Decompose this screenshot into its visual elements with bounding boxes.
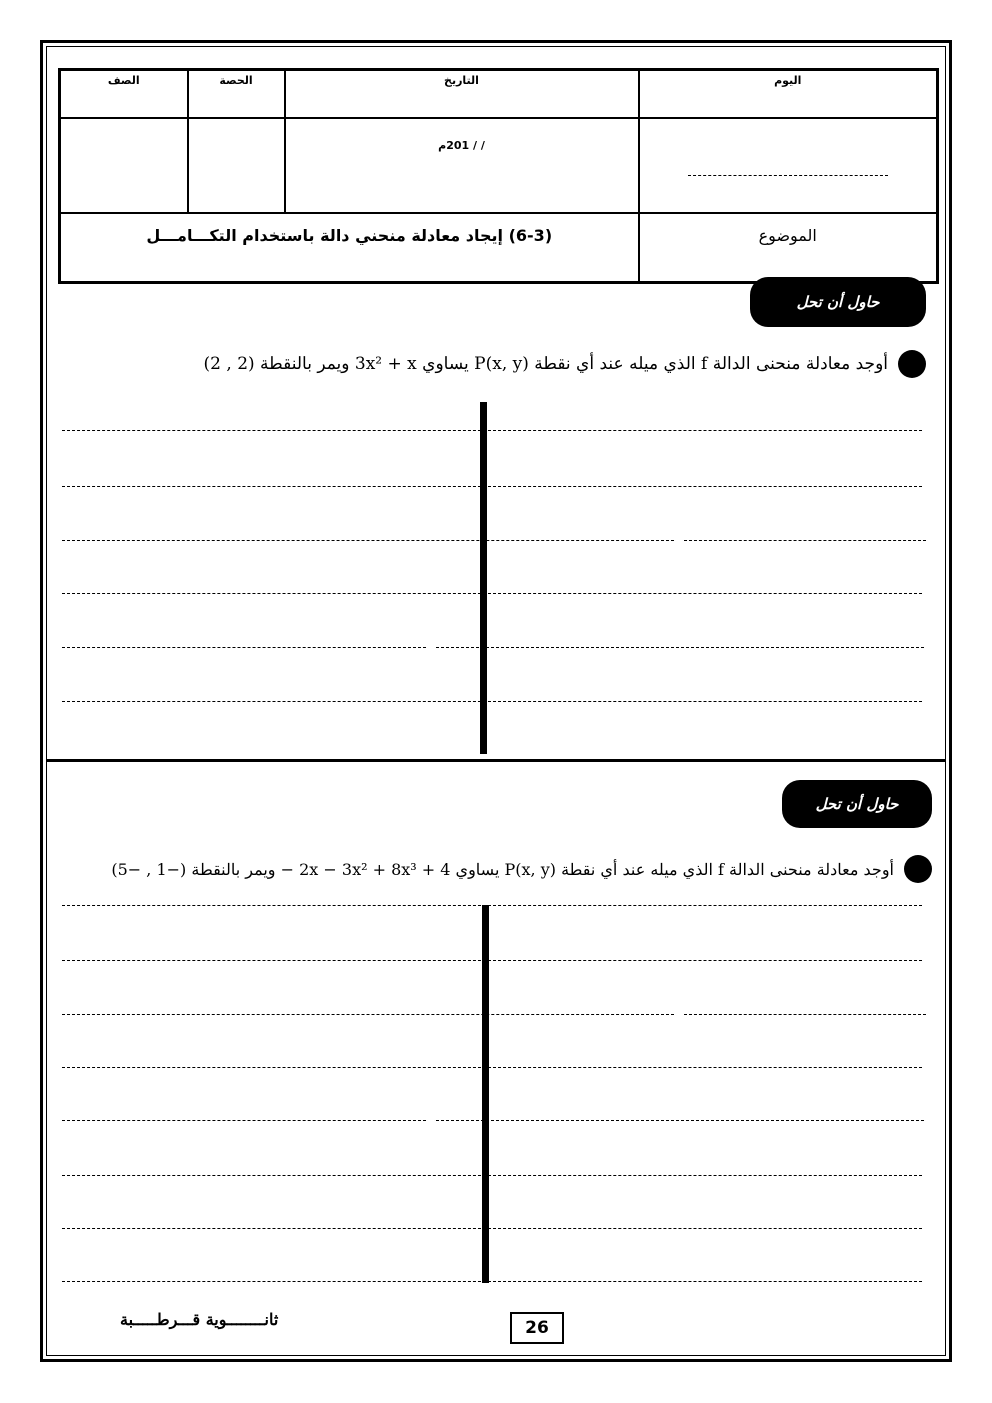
question-1 — [204, 350, 927, 378]
subject-value: (6-3) إيجاد معادلة منحني دالة باستخدام التكـــامـــل — [60, 213, 639, 283]
answer-line — [684, 1014, 926, 1015]
answer-line — [62, 540, 674, 541]
day-cell[interactable] — [639, 118, 938, 213]
answer-line — [62, 486, 922, 487]
date-cell[interactable] — [285, 118, 639, 213]
try-badge-1: حاول أن تحل — [750, 277, 926, 327]
answer-line — [684, 540, 926, 541]
header-table — [58, 68, 939, 284]
question-2-text: أوجد معادلة منحنى الدالة f الذي ميله عند أي نقطة P(x, y) يساوي 4 + 2x − 3x² + 8x³ − ويمر بالنقطة (−1 , −5) — [111, 859, 894, 879]
day-blank-line — [688, 175, 888, 176]
section-divider — [46, 759, 946, 762]
answer-line — [62, 905, 922, 906]
question-1-text: أوجد معادلة منحنى الدالة f الذي ميله عند أي نقطة P(x, y) يساوي 3x² + x ويمر بالنقطة (2 , 2) — [203, 354, 888, 374]
period-label: الحصة — [188, 70, 285, 119]
answer-line — [62, 1228, 922, 1229]
try-badge-2: حاول أن تحل — [782, 780, 932, 828]
answer-divider-2 — [482, 905, 489, 1283]
page-number: 26 — [510, 1312, 564, 1344]
answer-line — [62, 1281, 922, 1282]
day-label: اليوم — [639, 70, 938, 119]
answer-line — [62, 1120, 426, 1121]
answer-line — [62, 1014, 674, 1015]
answer-line — [62, 701, 922, 702]
date-label: التاريخ — [285, 70, 639, 119]
answer-line — [436, 647, 924, 648]
date-value: / / 201م — [438, 139, 485, 152]
answer-line — [62, 1175, 922, 1176]
answer-line — [62, 647, 426, 648]
school-name: ثانــــــــوية قـــرطـــــبة — [120, 1310, 279, 1329]
answer-line — [62, 593, 922, 594]
bullet-icon — [898, 350, 926, 378]
question-2 — [111, 855, 932, 883]
period-cell[interactable] — [188, 118, 285, 213]
class-label: الصف — [60, 70, 188, 119]
answer-line — [62, 1067, 922, 1068]
answer-line — [436, 1120, 924, 1121]
answer-line — [62, 430, 922, 431]
class-cell[interactable] — [60, 118, 188, 213]
answer-line — [62, 960, 922, 961]
bullet-icon — [904, 855, 932, 883]
subject-label: الموضوع — [639, 213, 938, 283]
